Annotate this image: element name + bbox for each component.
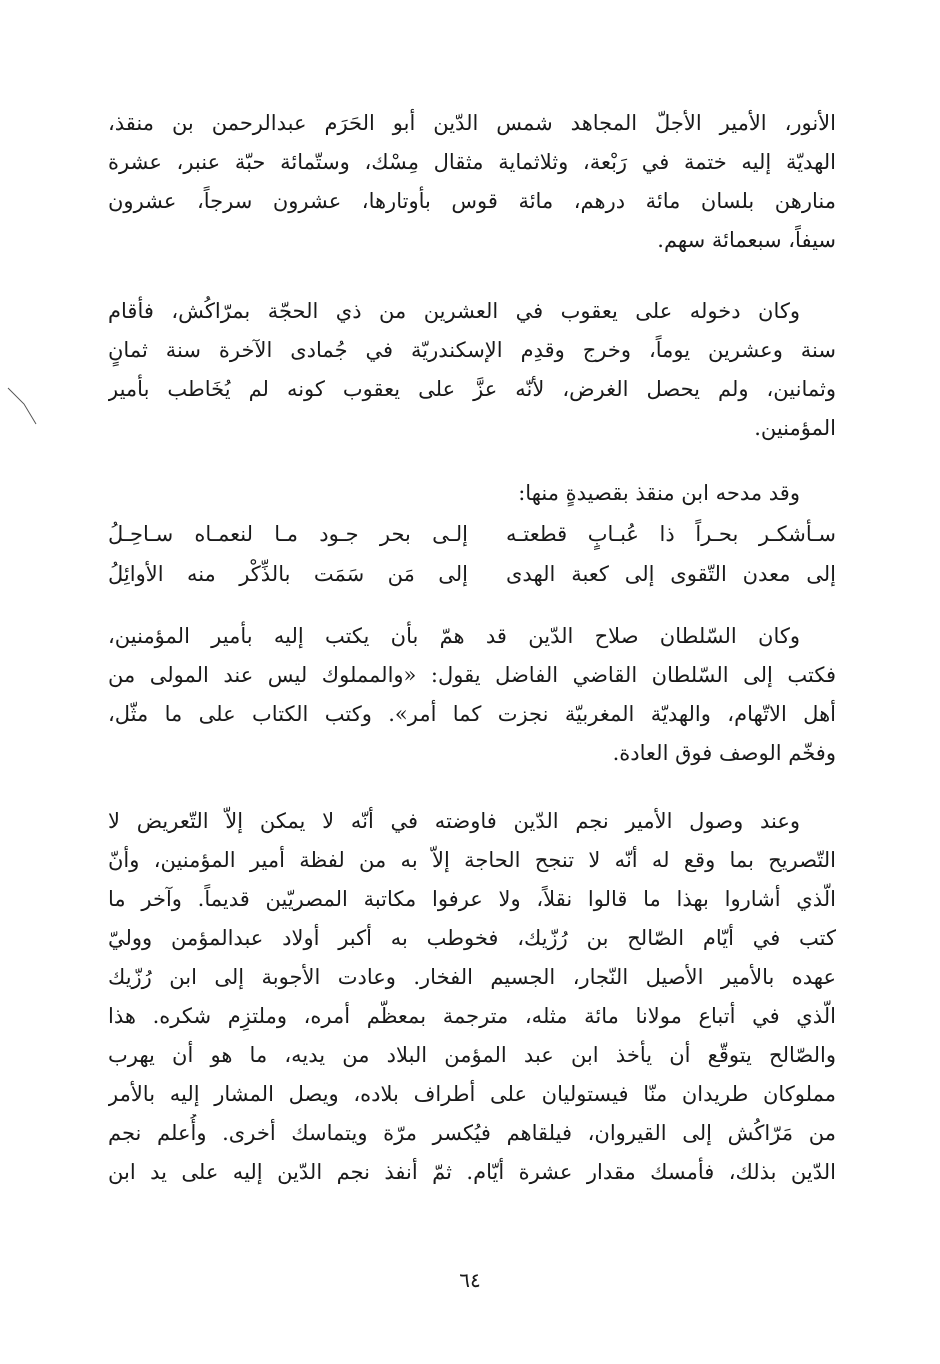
- paragraph-2: [108, 292, 836, 448]
- poem-second-hemistich: إلى مَن سَمَت بالذِّكْر منه الأوائِلُ: [108, 562, 468, 586]
- paragraph-1: [108, 104, 836, 260]
- text-line: الّذي أشاروا بهذا ما قالوا نقلاً، ولا عرفوا مكاتبة المصريّين قديماً. وآخر ما: [108, 887, 836, 911]
- text-line: منارهن بلسان مائة درهم، مائة قوس بأوتارها، عشرون سرجاً، عشرون: [108, 189, 836, 213]
- text-line: عهده بالأمير الأصيل النّجار، الجسيم الفخار. وعادت الأجوبة إلى ابن رُزّيك: [108, 965, 836, 989]
- paragraph-3: [108, 474, 836, 513]
- poem-second-hemistich: إلـى بحر جـود مـا لنعمـاه سـاحِـلُ: [108, 522, 468, 546]
- text-line: من مَرّاكُش إلى القيروان، فيلقاهم فيُكسر مرّة ويتماسك أخرى. وأُعلم نجم: [108, 1121, 836, 1145]
- text-line: مملوكان طريدان منّا فيستوليان على أطراف بلاده، ويصل المشار إليه بالأمر: [108, 1082, 836, 1106]
- text-line: الدّين بذلك، فأمسك مقدار عشرة أيّام. ثمّ أنفذ نجم الدّين إليه على يد ابن: [108, 1160, 836, 1184]
- page-number: ٦٤: [459, 1268, 481, 1292]
- poem-first-hemistich: إلى معدن التّقوى إلى كعبة الهدى: [506, 562, 836, 586]
- text-line: الّذي في أتباع مولانا مائة مثله، مترجمة بمعظّم أمره، وملتزِم شكره. هذا: [108, 1004, 836, 1028]
- paragraph-4: [108, 617, 836, 773]
- text-line: وثمانين، ولم يحصل الغرض، لأنّه عزَّ على يعقوب كونه لم يُخَاطب بأمير: [108, 377, 836, 401]
- poem-verse: [108, 514, 836, 554]
- text-line: فكتب إلى السّلطان القاضي الفاضل يقول: «والمملوك ليس عند المولى من: [108, 663, 836, 687]
- text-line: التّصريح بما وقع له أنّه لا تنجح الحاجة إلاّ به من لفظة أمير المؤمنين، وأنّ: [108, 848, 836, 872]
- poem: [108, 514, 836, 594]
- text-line: سنة وعشرين يوماً، وخرج وقدِم الإسكندريّة في جُمادى الآخرة سنة ثمانٍ: [108, 338, 836, 362]
- text-line: وكان دخوله على يعقوب في العشرين من ذي الحجّة بمرّاكُش، فأقام: [108, 299, 800, 323]
- text-line: الهديّة إليه ختمة في رَبْعة، وثلاثماية مثقال مِسْك، وستّمائة حبّة عنبر، عشرة: [108, 150, 836, 174]
- text-line: الأنور، الأمير الأجلّ المجاهد شمس الدّين أبو الحَرَم عبدالرحمن بن منقذ،: [108, 111, 836, 135]
- text-line: أهل الاتّهام، والهديّة المغربيّة نجزت كما أمر». وكتب الكتاب على ما مثّل،: [108, 702, 836, 726]
- text-line: كتب في أيّام الصّالح بن رُزّيك، فخوطب به أكبر أولاد عبدالمؤمن ووليّ: [108, 926, 836, 950]
- poem-first-hemistich: سـأشكـر بحـراً ذا عُبـابٍ قطعتـه: [506, 522, 836, 546]
- text-line: وكان السّلطان صلاح الدّين قد همّ بأن يكتب إليه بأمير المؤمنين،: [108, 624, 800, 648]
- text-line: سيفاً، سبعمائة سهم.: [657, 228, 836, 252]
- text-line: وقد مدحه ابن منقذ بقصيدةٍ منها:: [518, 481, 800, 505]
- margin-pencil-mark: [4, 386, 44, 426]
- text-line: المؤمنين.: [754, 416, 836, 440]
- paragraph-5: [108, 802, 836, 1192]
- text-line: والصّالح يتوقّع أن يأخذ ابن عبد المؤمن البلاد من يديه، ما هو أن يهرب: [108, 1043, 836, 1067]
- text-line: وعند وصول الأمير نجم الدّين فاوضته في أنّه لا يمكن إلاّ التّعريض لا: [108, 809, 800, 833]
- poem-verse: [108, 554, 836, 594]
- text-line: وفخّم الوصف فوق العادة.: [612, 741, 836, 765]
